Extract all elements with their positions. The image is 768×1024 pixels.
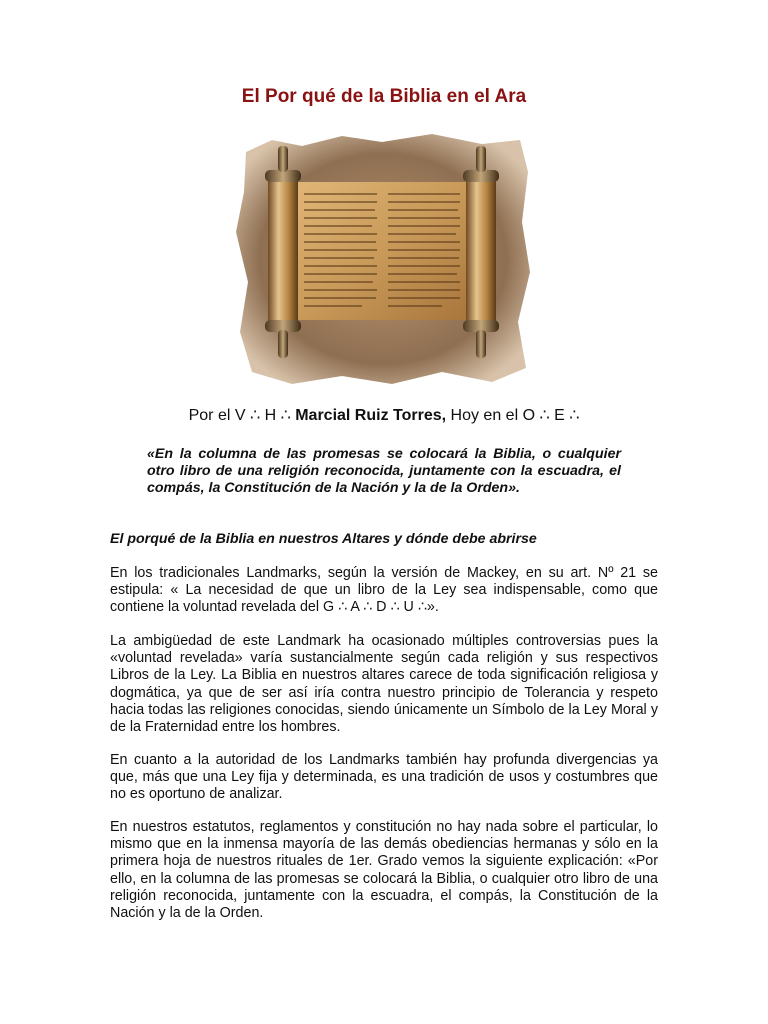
paragraph-3: En cuanto a la autoridad de los Landmarks también hay profunda divergencias ya que, más que una Ley fija y determinada, es una tradición de usos y costumbres que no es oportuno de analizar. <box>110 752 658 803</box>
paragraph-2: La ambigüedad de este Landmark ha ocasionado múltiples controversias pues la «voluntad revelada» varía sustancialmente según cada religión y sus respectivos Libros de la Ley. La Biblia en nuestros altares carece de toda significación religiosa y dogmática, ya que de ser así iría contra nuestro principio de Tolerancia y respeto hacia todas las religiones conocidas, siendo únicamente un Símbolo de la Ley Moral y de la Fraternidad entre los hombres. <box>110 633 658 736</box>
byline-suffix: Hoy en el O ∴ E ∴ <box>446 407 580 424</box>
document-title: El Por qué de la Biblia en el Ara <box>241 86 527 107</box>
byline-prefix: Por el V ∴ H ∴ <box>188 407 296 424</box>
paragraph-4: En nuestros estatutos, reglamentos y constitución no hay nada sobre el particular, lo mismo que en la inmensa mayoría de las demás obediencias hermanas y sólo en la primera hoja de nuestros rituales de 1er. Grado vemos la siguiente explicación: «Por ello, en la columna de las promesas se colocará la Biblia, o cualquier otro libro de una religión reconocida, juntamente con la escuadra, el compás, la Constitución de la Nación y la de la Orden. <box>110 819 658 922</box>
section-subheading: El porqué de la Biblia en nuestros Altares y dónde debe abrirse <box>110 531 537 547</box>
epigraph-quote: «En la columna de las promesas se colocará la Biblia, o cualquier otro libro de una religión reconocida, juntamente con la escuadra, el compás, la Constitución de la Nación y la de la Orden». <box>147 446 621 496</box>
author-name: Marcial Ruiz Torres, <box>295 407 447 424</box>
byline <box>0 405 768 425</box>
paragraph-1: En los tradicionales Landmarks, según la versión de Mackey, en su art. Nº 21 se estipula: « La necesidad de que un libro de la Ley sea indispensable, como que contiene la voluntad revelada del G ∴ A ∴ D ∴ U ∴». <box>110 565 658 616</box>
torah-scroll-image <box>232 132 532 388</box>
